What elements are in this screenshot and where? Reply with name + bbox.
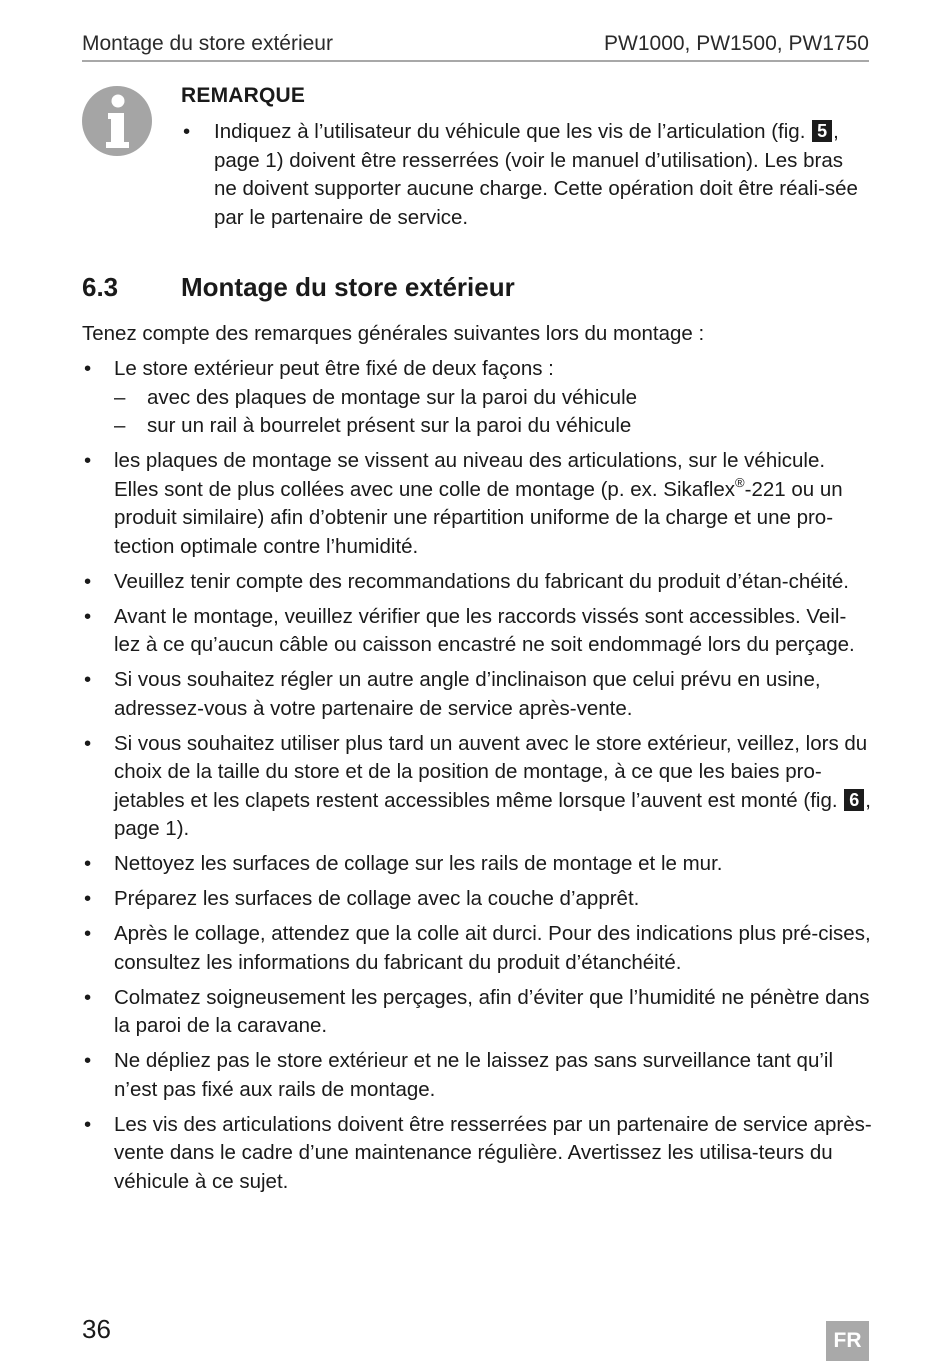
page-header — [82, 32, 869, 62]
sub-item: – sur un rail à bourrelet présent sur la paroi du véhicule — [114, 412, 872, 441]
section-heading — [82, 272, 515, 303]
registered-mark: ® — [735, 474, 745, 490]
list-item-nettoyez: • Nettoyez les surfaces de collage sur les rails de montage et le mur. — [82, 850, 872, 879]
instruction-list — [82, 355, 872, 1203]
list-item-fixation: • Le store extérieur peut être fixé de deux façons : – avec des plaques de montage sur la paroi du véhicule – sur un rail à bourrelet présent sur la paroi du véhicule — [82, 355, 872, 441]
list-item-avant: • Avant le montage, veuillez vérifier que les raccords vissés sont accessibles. Veil-lez à ce qu’aucun câble ou caisson encastré ne soit endommagé lors du perçage. — [82, 603, 872, 660]
intro-paragraph: Tenez compte des remarques générales suivantes lors du montage : — [82, 322, 705, 345]
list-item-recommandations: • Veuillez tenir compte des recommandations du fabricant du produit d’étan-chéité. — [82, 568, 872, 597]
list-item-depliez: • Ne dépliez pas le store extérieur et ne le laissez pas sans surveillance tant qu’il n’est pas fixé aux rails de montage. — [82, 1047, 872, 1104]
note-title: REMARQUE — [181, 84, 306, 107]
section-title: Montage du store extérieur — [181, 272, 515, 302]
list-item-colmatez: • Colmatez soigneusement les perçages, afin d’éviter que l’humidité ne pénètre dans la paroi de la caravane. — [82, 984, 872, 1041]
figure-reference-badge: 5 — [812, 120, 832, 142]
language-badge: FR — [826, 1321, 869, 1361]
list-item-vis: • Les vis des articulations doivent être resserrées par un partenaire de service après-vente dans le cadre d’une maintenance régulière. Avertissez les utilisa-teurs du véhicule à ce sujet. — [82, 1111, 872, 1197]
list-item-auvent: • Si vous souhaitez utiliser plus tard un auvent avec le store extérieur, veillez, lors du choix de la taille du store et de la position de montage, à ce que les baies pro-jetables et les clapets restent accessibles même lorsque l’auvent est monté (fig. 6 , page 1). — [82, 730, 872, 844]
figure-reference-badge: 6 — [844, 789, 864, 811]
note-list — [181, 118, 871, 232]
sub-item: – avec des plaques de montage sur la paroi du véhicule — [114, 384, 872, 413]
note-item: • Indiquez à l’utilisateur du véhicule que les vis de l’articulation (fig. 5 , page 1) doivent être resserrées (voir le manuel d’utilisation). Les bras ne doivent supporter aucune charge. Cette opération doit être réali-sée par le partenaire de service. — [181, 118, 871, 232]
header-title: Montage du store extérieur — [82, 32, 333, 55]
list-item-preparez: • Préparez les surfaces de collage avec la couche d’apprêt. — [82, 885, 872, 914]
section-number: 6.3 — [82, 272, 119, 302]
list-item-angle: • Si vous souhaitez régler un autre angle d’inclinaison que celui prévu en usine, adressez-vous à votre partenaire de service après-vente. — [82, 666, 872, 723]
header-models: PW1000, PW1500, PW1750 — [604, 32, 869, 55]
fixation-sub-list — [114, 384, 872, 441]
list-item-plaques: • les plaques de montage se vissent au niveau des articulations, sur le véhicule. Elles sont de plus collées avec une colle de montage (p. ex. Sikaflex®-221 ou un produit similaire) afin d’obtenir une répartition uniforme de la charge et une pro-tection optimale contre l’humidité. — [82, 447, 872, 561]
info-icon — [82, 86, 152, 156]
list-item-apres: • Après le collage, attendez que la colle ait durci. Pour des indications plus pré-cises, consultez les informations du fabricant du produit d’étanchéité. — [82, 920, 872, 977]
page-number: 36 — [82, 1314, 111, 1344]
